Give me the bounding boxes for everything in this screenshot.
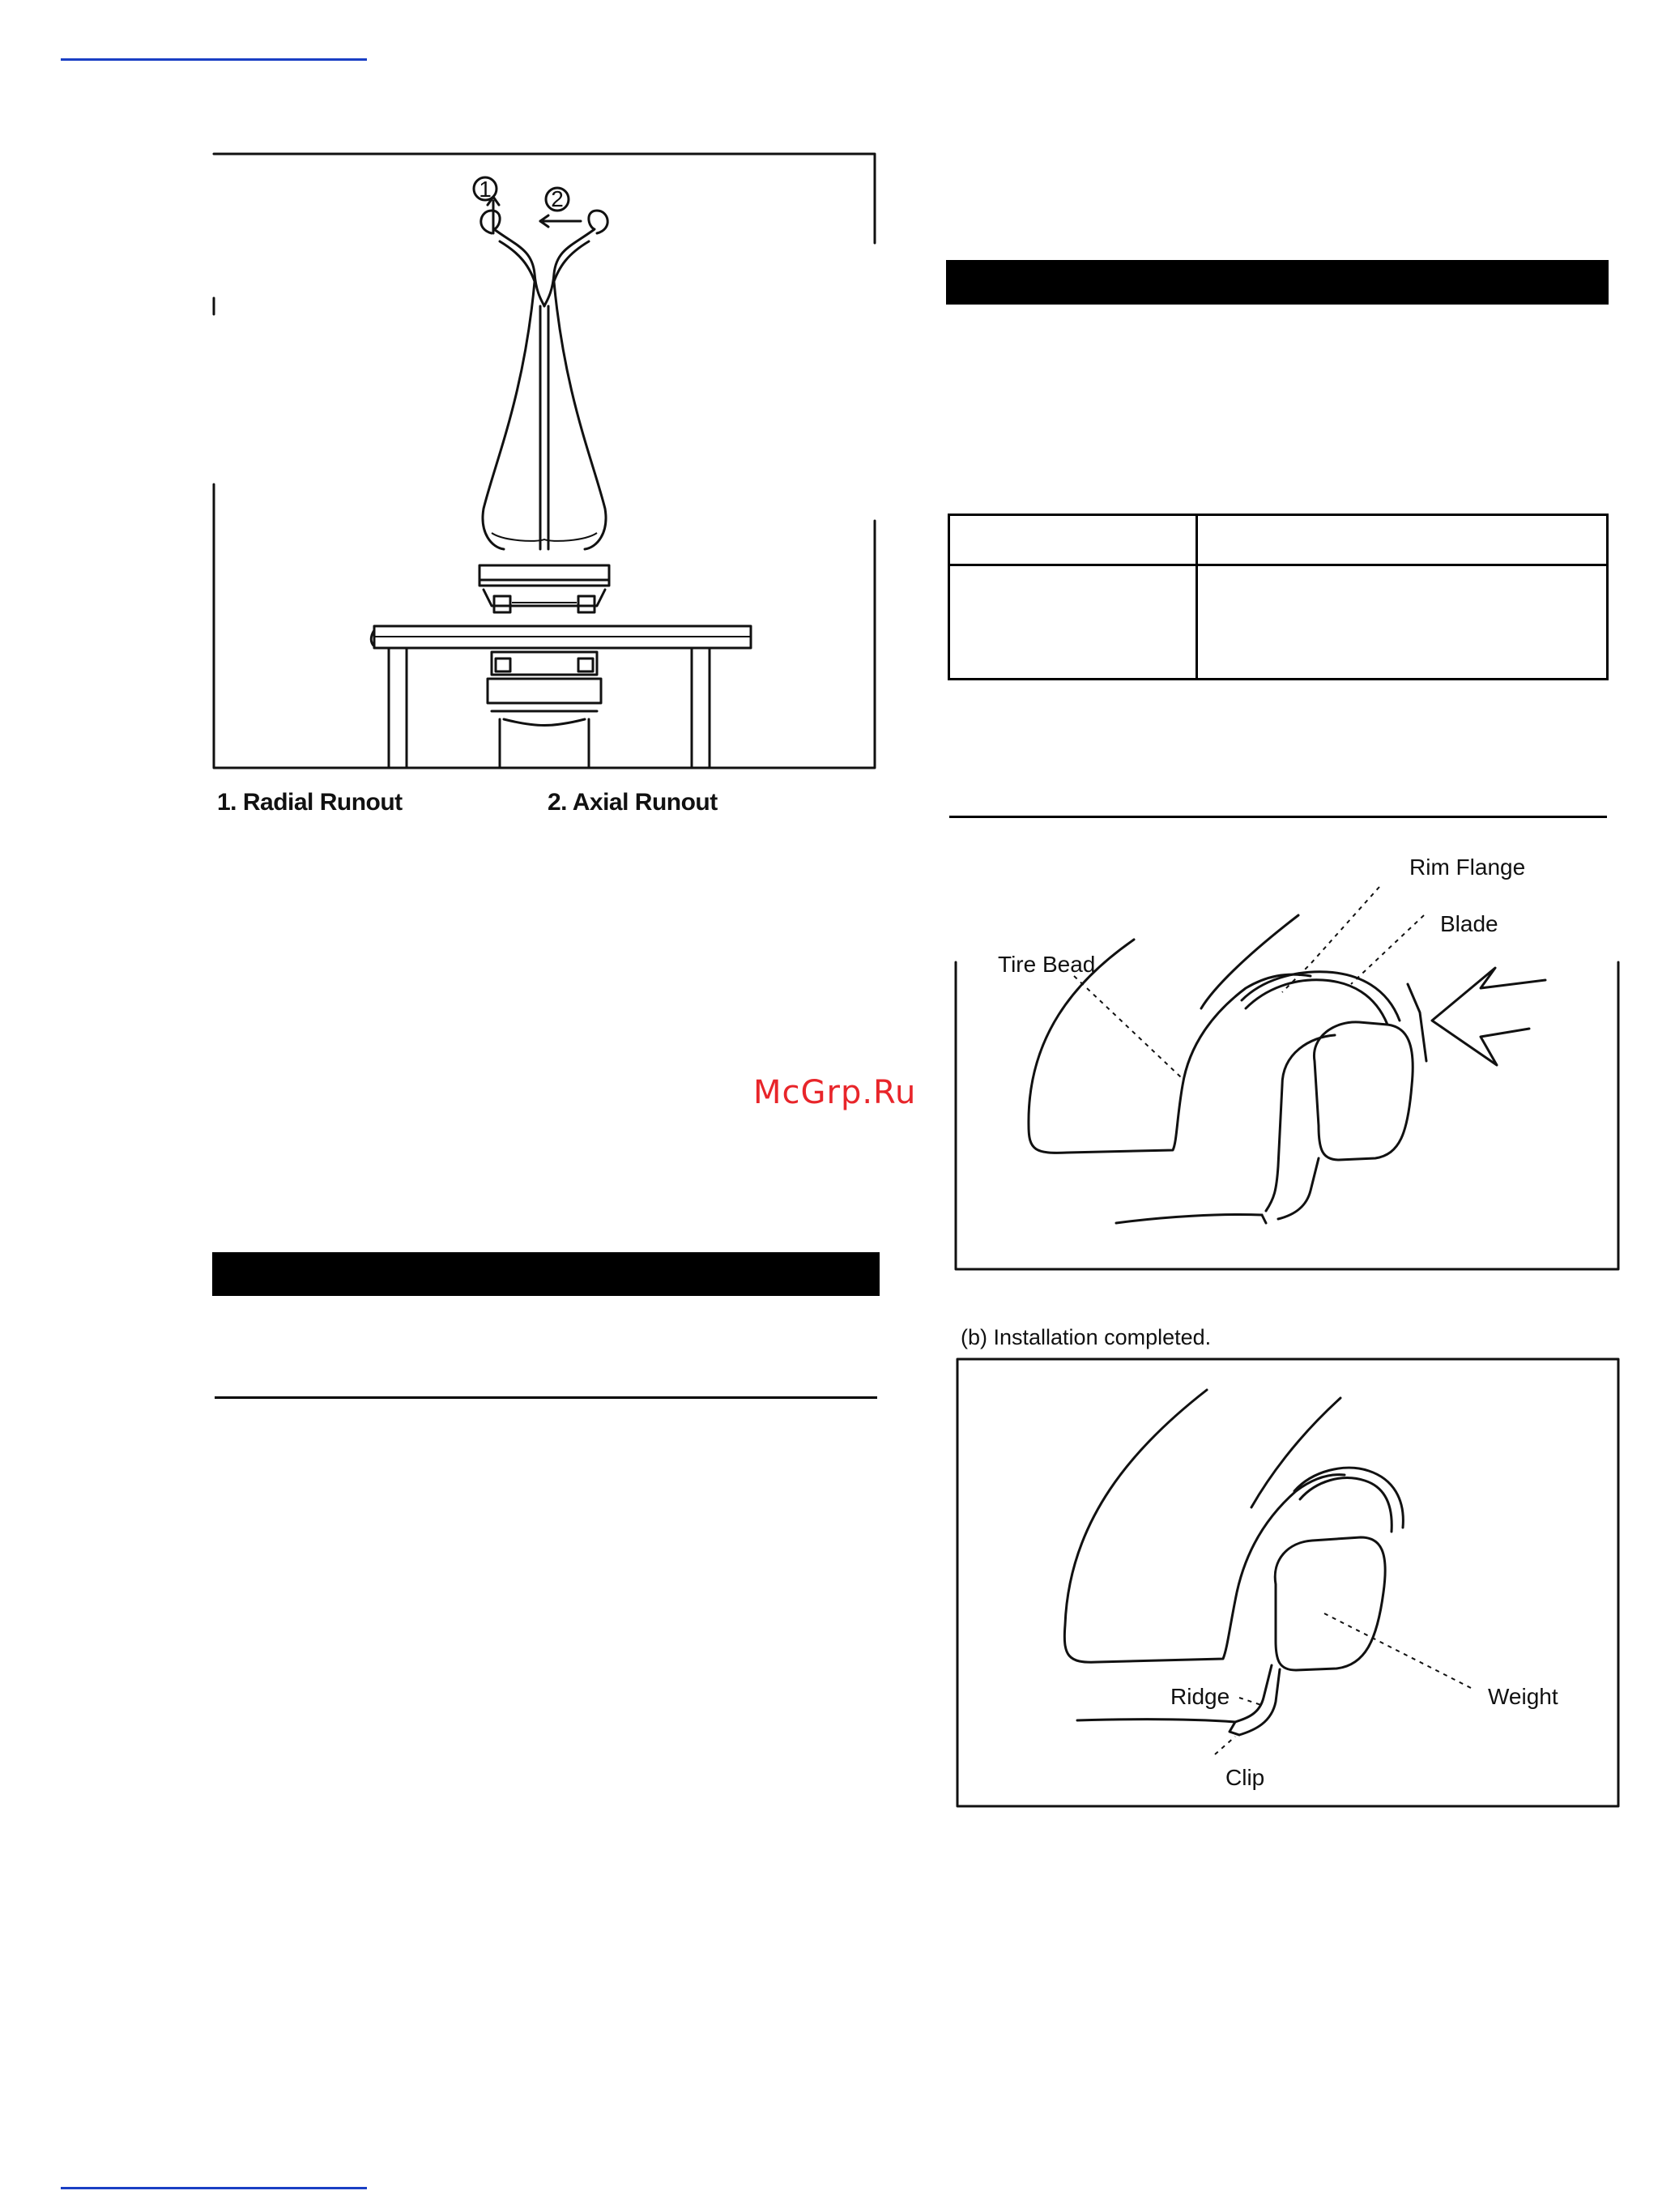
section-heading-bar-left	[212, 1252, 880, 1296]
section-rule-left	[215, 1396, 877, 1399]
installation-completed-illustration	[956, 1357, 1620, 1808]
caption-installation-completed: (b) Installation completed.	[961, 1325, 1212, 1349]
table-cell	[949, 565, 1197, 680]
label-tire-bead: Tire Bead	[998, 952, 1096, 977]
table-header-cell	[949, 515, 1197, 565]
label-clip: Clip	[1225, 1765, 1265, 1790]
runout-figure	[212, 152, 876, 769]
weight-install-illustration	[954, 842, 1620, 1272]
installation-completed-figure	[956, 1357, 1620, 1808]
table-header-cell	[1197, 515, 1608, 565]
table-cell	[1197, 565, 1608, 680]
section-heading-bar-right	[946, 260, 1609, 305]
top-page-rule	[61, 58, 367, 61]
runout-illustration	[212, 152, 876, 769]
watermark: McGrp.Ru	[753, 1074, 917, 1111]
bottom-page-rule	[61, 2187, 367, 2189]
spec-table	[948, 514, 1609, 680]
weight-install-figure	[954, 842, 1620, 1272]
section-rule-right	[949, 816, 1607, 818]
callout-2-text: 2	[551, 186, 564, 211]
label-weight: Weight	[1488, 1684, 1558, 1709]
caption-axial-runout: 2. Axial Runout	[548, 789, 718, 816]
caption-radial-runout: 1. Radial Runout	[217, 789, 403, 816]
callout-1-text: 1	[479, 177, 492, 202]
label-blade: Blade	[1440, 911, 1498, 936]
label-ridge: Ridge	[1170, 1684, 1230, 1709]
label-rim-flange: Rim Flange	[1409, 855, 1526, 880]
